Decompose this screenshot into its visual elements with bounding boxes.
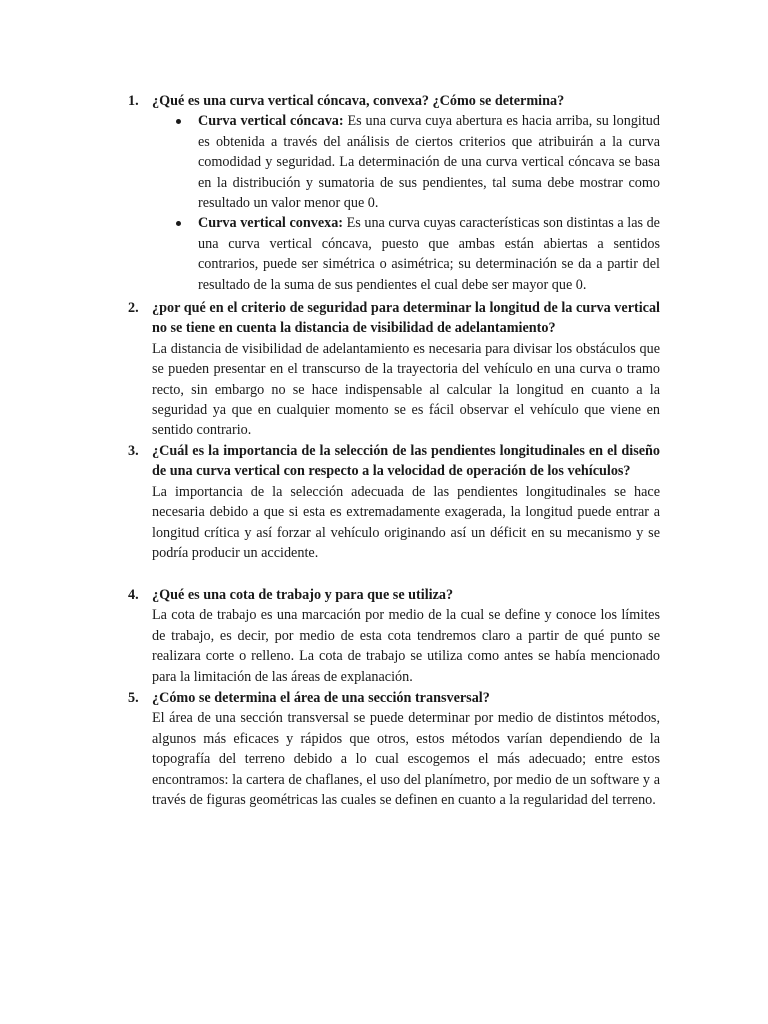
question-2 <box>128 298 660 441</box>
question-1 <box>128 91 660 295</box>
bullet-text: Es una curva cuyas características son distintas a las de una curva vertical cóncava, puesto que ambas están abiertas a sentidos contrarios, puede ser simétrica o asimétrica; su determinación se da a partir del resultado de la suma de sus pendientes el cual debe ser mayor que 0. <box>198 215 660 293</box>
question-title: ¿Qué es una cota de trabajo y para que se utiliza? <box>152 587 454 603</box>
bullet-term: Curva vertical cóncava: <box>198 113 344 130</box>
bullet-dot-icon <box>176 221 181 226</box>
bullet-term: Curva vertical convexa: <box>198 215 344 232</box>
question-title: ¿Cuál es la importancia de la selección de las pendientes longitudinales en el diseño de una curva vertical con respecto a la velocidad de operación de los vehículos? <box>152 443 660 480</box>
question-number: 1. <box>128 93 139 109</box>
question-5 <box>128 688 660 810</box>
question-3 <box>128 441 660 563</box>
question-number: 2. <box>128 300 139 316</box>
question-answer: La cota de trabajo es una marcación por medio de la cual se define y conoce los límites de trabajo, es decir, por medio de esta cota tendremos claro a partir de qué punto se realizara corte o relleno. La cota de trabajo se utiliza como antes se había mencionado para la limitación de las áreas de explanación. <box>152 607 660 685</box>
bullet-dot-icon <box>176 119 181 124</box>
question-number: 3. <box>128 443 139 459</box>
bullet-text: Es una curva cuya abertura es hacia arriba, su longitud es obtenida a través del análisis de ciertos criterios que atribuirán a la curva comodidad y seguridad. La determinación de una curva vertical cóncava se basa en la distribución y sumatoria de sus pendientes, tal suma debe mostrar como resultado un valor menor que 0. <box>198 113 660 212</box>
question-4 <box>128 585 660 687</box>
question-title: ¿Cómo se determina el área de una sección transversal? <box>152 690 490 706</box>
question-title: ¿por qué en el criterio de seguridad para determinar la longitud de la curva vertical no se tiene en cuenta la distancia de visibilidad de adelantamiento? <box>152 300 660 337</box>
question-answer: El área de una sección transversal se puede determinar por medio de distintos métodos, algunos más eficaces y rápidos que otros, estos métodos varían dependiendo de la topografía del terreno debido a lo cual escogemos el más adecuado; entre estos encontramos: la cartera de chaflanes, el uso del planímetro, por medio de un software y a través de figuras geométricas las cuales se definen en cuanto a la regularidad del terreno. <box>152 710 660 809</box>
question-answer: La distancia de visibilidad de adelantamiento es necesaria para divisar los obstáculos que se pueden presentar en el transcurso de la trayectoria del vehículo en una curva o tramo recto, sin embargo no se hace indispensable al calcular la longitud en cuanto a la seguridad ya que en cualquier momento se es fácil observar el vehículo que viene en sentido contrario. <box>152 340 660 439</box>
question-answer: La importancia de la selección adecuada de las pendientes longitudinales se hace necesaria debido a que si esta es extremadamente exagerada, la longitud puede entrar a longitud crítica y así forzar al vehículo originando así un déficit en su mecanismo y se podría producir un accidente. <box>152 483 660 562</box>
question-number: 4. <box>128 587 139 603</box>
question-title: ¿Qué es una curva vertical cóncava, convexa? ¿Cómo se determina? <box>152 93 565 109</box>
bullet-list <box>152 111 660 295</box>
question-number: 5. <box>128 690 139 706</box>
bullet-item-concava <box>198 111 660 213</box>
bullet-item-convexa <box>198 213 660 295</box>
